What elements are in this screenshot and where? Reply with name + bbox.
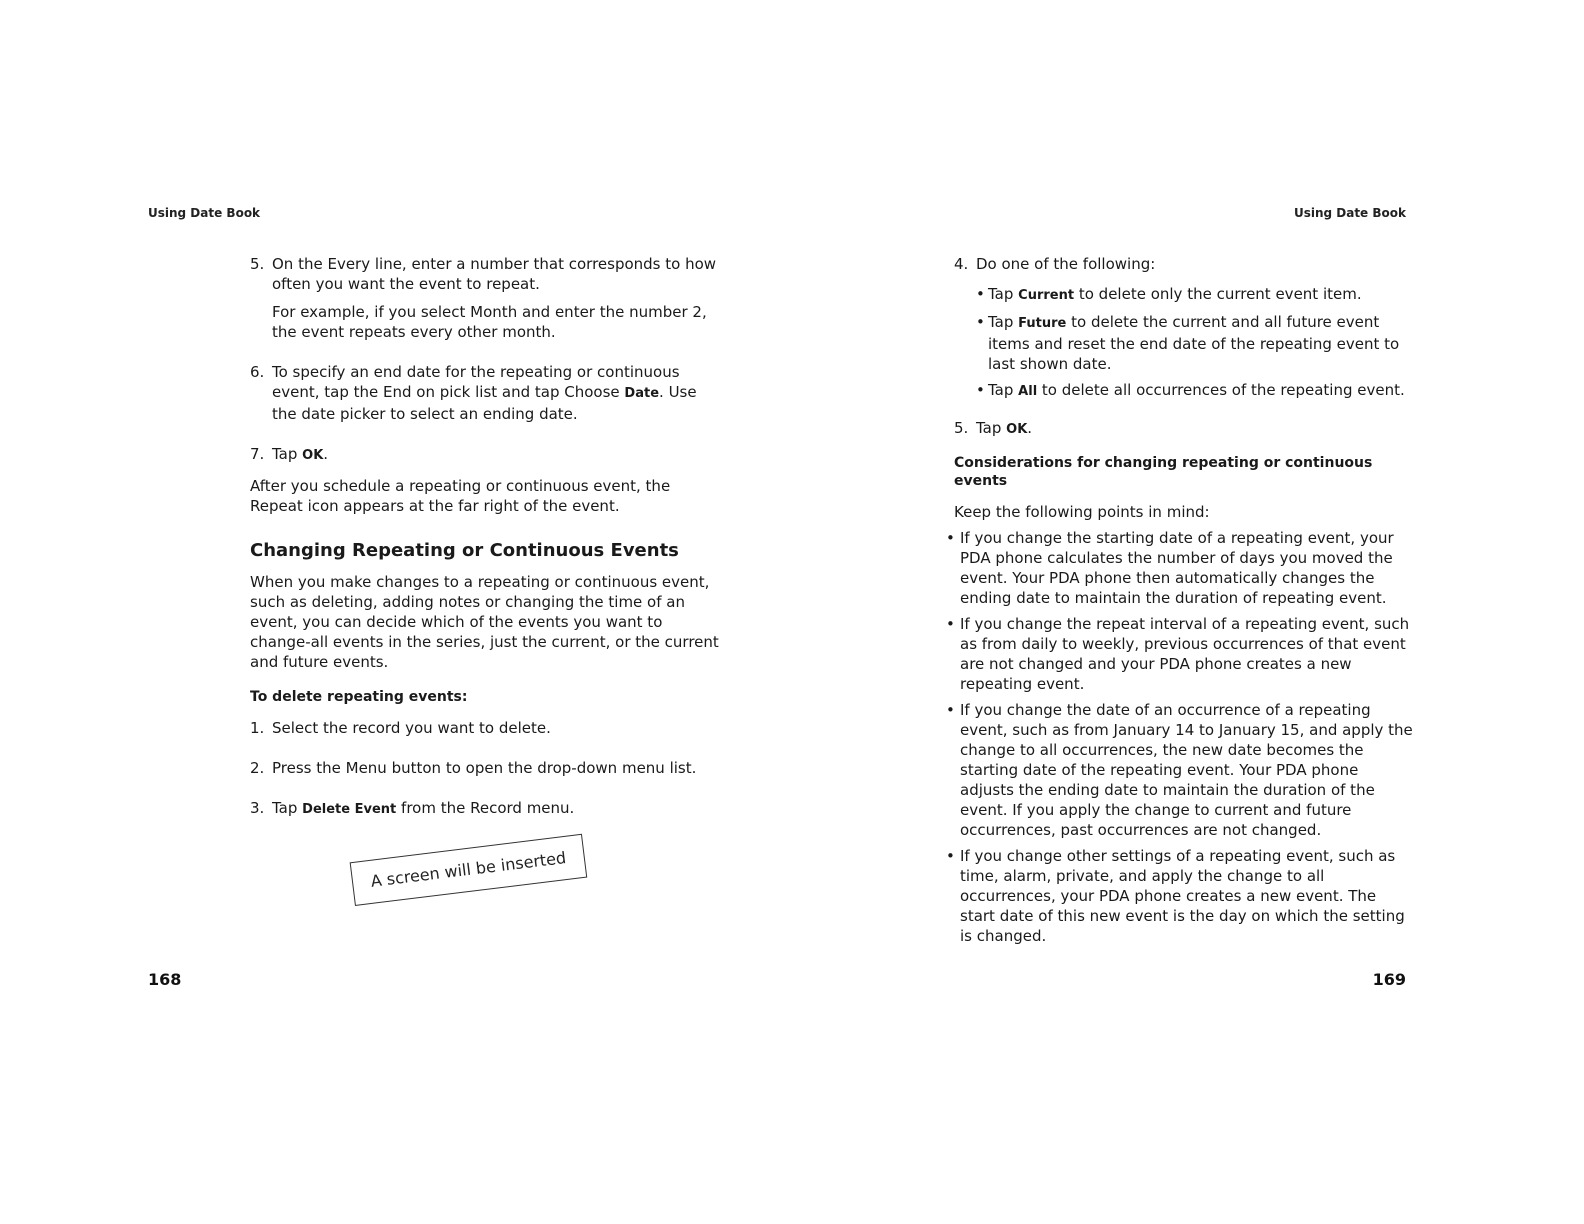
page-number-left: 168 [148, 970, 182, 989]
step-number: 2. [250, 759, 265, 777]
running-head-right: Using Date Book [1293, 206, 1406, 220]
step-number: 5. [954, 419, 969, 437]
step-3 [250, 798, 720, 820]
page-number-right: 169 [1372, 970, 1406, 989]
step-text: Press the Menu button to open the drop-down menu list. [272, 759, 697, 777]
list-item: • If you change the date of an occurrence of a repeating event, such as from January 14 to January 15, and apply the change to all occurrences, the new date becomes the starting date of the repeating event. Your PDA phone adjusts the ending date to maintain the duration of the event. If you apply the change to current and future occurrences, past occurrences are not changed. [946, 701, 1413, 839]
step-1 [250, 718, 720, 738]
considerations-subheading: Considerations for changing repeating or continuous events [954, 455, 1373, 489]
considerations-intro: Keep the following points in mind: [954, 503, 1210, 521]
step-text: Tap OK. [976, 419, 1033, 437]
right-page [792, 0, 1584, 1224]
step-text: To specify an end date for the repeating or continuous event, tap the End on pick list and tap Choose Date. Use the date picker to select an ending date. [272, 363, 697, 423]
list-item: • Tap Future to delete the current and all future event items and reset the end date of the repeating event to last shown date. [976, 313, 1400, 373]
list-item: • If you change other settings of a repeating event, such as time, alarm, private, and apply the change to all occurrences, your PDA phone creates a new event. The start date of this new event is the day on which the setting is changed. [946, 847, 1405, 945]
bullet-icon: • [976, 381, 985, 399]
list-item: • Tap All to delete all occurrences of the repeating event. [976, 380, 1414, 402]
list-item: • If you change the repeat interval of a repeating event, such as from daily to weekly, previous occurrences of that event are not changed and your PDA phone creates a new repeating event. [946, 615, 1410, 693]
section-heading: Changing Repeating or Continuous Events [250, 540, 679, 561]
right-column [946, 254, 1414, 952]
step-number: 6. [250, 363, 265, 381]
running-head-left: Using Date Book [148, 206, 261, 220]
step-number: 3. [250, 799, 265, 817]
bullet-icon: • [946, 847, 955, 865]
step-text: Tap Delete Event from the Record menu. [272, 799, 575, 817]
considerations-list [946, 528, 1414, 946]
step-number: 7. [250, 445, 265, 463]
bullet-icon: • [976, 285, 985, 303]
procedure-subheading: To delete repeating events: [250, 689, 468, 705]
step-example: For example, if you select Month and enter the number 2, the event repeats every other month. [272, 303, 707, 341]
step-6 [250, 362, 720, 424]
list-item: • If you change the starting date of a repeating event, your PDA phone calculates the number of days you moved the event. Your PDA phone then automatically changes the ending date to maintain the duration of repeating event. [946, 529, 1394, 607]
step-text: Select the record you want to delete. [272, 719, 551, 737]
step-number: 4. [954, 255, 969, 273]
step-5 [250, 254, 720, 342]
step-4 [954, 254, 1414, 274]
section-intro: When you make changes to a repeating or continuous event, such as deleting, adding notes or changing the time of an event, you can decide which of the events you want to change-all events in the series, just the current, or the current and future events. [250, 573, 719, 671]
step-text: Do one of the following: [976, 255, 1156, 273]
bullet-icon: • [976, 313, 985, 331]
step-number: 5. [250, 255, 265, 273]
after-paragraph: After you schedule a repeating or continuous event, the Repeat icon appears at the far right of the event. [250, 477, 671, 515]
left-column [250, 254, 720, 830]
screen-placeholder-stamp: A screen will be inserted [350, 834, 588, 906]
bullet-icon: • [946, 615, 955, 633]
bullet-icon: • [946, 529, 955, 547]
option-list [976, 284, 1414, 402]
step-number: 1. [250, 719, 265, 737]
step-2 [250, 758, 720, 778]
step-text: On the Every line, enter a number that corresponds to how often you want the event to repeat. [272, 255, 717, 293]
bullet-icon: • [946, 701, 955, 719]
list-item: • Tap Current to delete only the current event item. [976, 284, 1414, 306]
step-7 [250, 444, 720, 466]
step-text: Tap OK. [272, 445, 329, 463]
step-5-right [954, 418, 1414, 440]
